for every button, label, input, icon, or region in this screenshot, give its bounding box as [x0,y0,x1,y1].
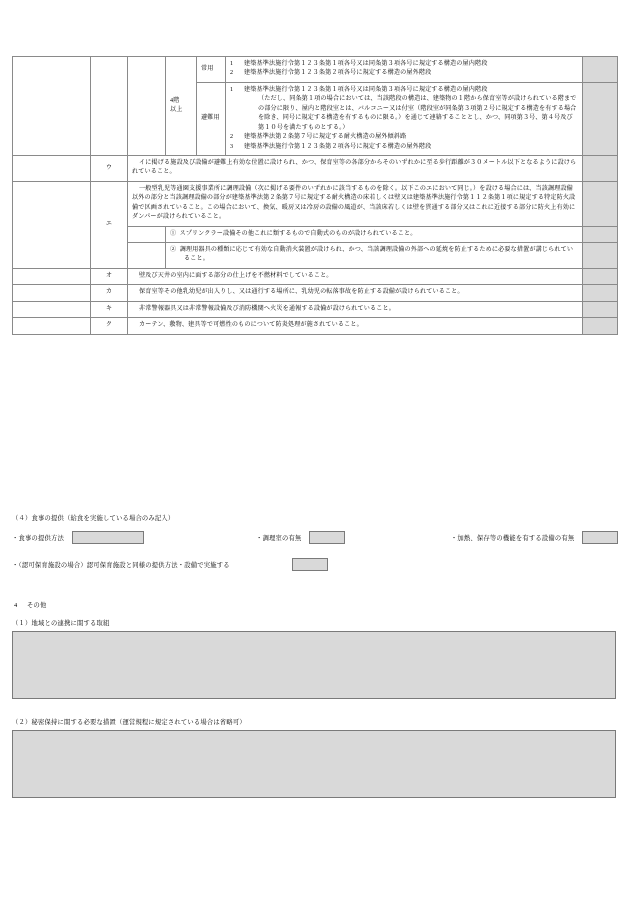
checkbox-cell-sub-1[interactable] [583,226,618,242]
cell-blank-left [13,318,91,334]
list-item [230,143,578,152]
floor-label-line1: 4階 [170,97,180,104]
cell-floor-label [166,57,197,156]
confidentiality-heading: （２）秘密保持に関する必要な措置（運営規程に規定されている場合は省略可） [12,719,246,726]
item-text: 建築基準法第２条第７号に規定する耐火構造の屋外傾斜路 [244,134,407,141]
cell-sub-blank [128,243,166,269]
equipment-presence-label: ・加熱、保存等の機能を有する設備の有無 [450,535,575,542]
other-section [12,600,618,816]
community-cooperation-heading: （１）地域との連携に関する取組 [12,620,110,627]
cell-blank-left [13,268,91,284]
list-item [230,86,578,133]
requirement-text: カーテン、敷物、建具等で可燃性のものについて防炎処理が施されていること。 [139,322,363,329]
checkbox-cell-ka[interactable] [583,285,618,301]
sub-item-marker: ① [170,230,177,237]
row-marker-ku: ク [91,318,128,334]
item-note: （ただし、同条第１項の場合においては、当該階段の構造は、建築物の１階から保育室等が設けられている階までの部分に限り、屋内と階段室とは、バルコニー又は付室（階段室が同条第３項第２号に規定する構造を有する場合を除き、同号に規定する構造を有するものに限る。）を通じて連絡することとし、かつ、同項第３号、第４号及び第１０号を満たすものとする。） [258,96,577,131]
list-item [230,69,578,78]
equipment-presence-input[interactable] [582,531,618,544]
cell-blank-left [13,181,91,268]
checkbox-cell-u[interactable] [583,155,618,181]
requirements-table [12,56,618,335]
meal-provision-section [12,513,618,582]
item-number: 2 [230,134,234,141]
kitchen-presence-label: ・調理室の有無 [255,535,302,542]
cell-sub-blank [128,226,166,242]
row-marker-o: オ [91,268,128,284]
meal-row-authorized [12,558,618,571]
authorized-facility-input[interactable] [292,558,328,571]
table-row [13,285,618,301]
other-section-heading [12,600,618,609]
item-number: 1 [230,86,234,93]
table-row [13,301,618,317]
community-cooperation-textarea[interactable] [12,631,616,699]
row-marker-e: エ [91,181,128,268]
table-row [13,181,618,226]
cell-requirement-e [128,181,583,226]
requirement-text: 一般型乳児等通園支援事業所に調理設備（次に掲げる要件のいずれかに該当するものを除く。以下このエにおいて同じ。）を設ける場合には、当該調理設備以外の部分と当該調理設備の部分が建築基準法第２条第７号に規定する耐火構造の床若しくは壁又は建築基準法施行令第１１２条第１項に規定する特定防火設備で区画されていること。この場合において、換気、暖房又は冷房の設備の風道が、当該床若しくは壁を貫通する部分又はこれに近接する部分に防火上有効にダンパーが設けられていること。 [132,185,576,221]
item-number: 1 [230,61,234,67]
row-marker-ki: キ [91,301,128,317]
cell-use-normal: 常用 [197,57,226,83]
checkbox-cell-ki[interactable] [583,301,618,317]
authorized-facility-label: ・（認可保育施設の場合）認可保育施設と同様の提供方法・設備で実施する [12,562,230,569]
meal-method-label: ・食事の提供方法 [12,535,64,542]
cell-sub-item-2 [166,243,583,269]
list-item [230,133,578,142]
kitchen-presence-input[interactable] [309,531,345,544]
cell-blank-left [13,301,91,317]
cell-requirement-ki [128,301,583,317]
sub-item-marker: ② [170,247,177,253]
floor-label-line2: 以上 [170,106,183,113]
meal-row-primary [12,531,618,544]
cell-blank-left [13,57,91,156]
requirement-text: イに掲げる施設及び設備が避難上有効な位置に設けられ、かつ、保育室等の各部分からそのいずれかに至る歩行距離が３０メートル以下となるように設けられていること。 [132,159,577,176]
cell-blank-left [13,155,91,181]
cell-requirement-ka [128,285,583,301]
sub-item-text: 調理用器具の種類に応じて有効な自動消火装置が設けられ、かつ、当該調理設備の外部への延焼を防止するために必要な措置が講じられていること。 [179,247,574,263]
other-section-title: その他 [27,602,47,609]
table-row [13,155,618,181]
table-row [13,268,618,284]
sub-item-text: スプリンクラー設備その他これに類するもので自動式のものが設けられていること。 [179,230,417,237]
checkbox-cell-ku[interactable] [583,318,618,334]
cell-blank-left [13,285,91,301]
sub-item-1 [170,230,578,239]
table-row [13,57,618,83]
other-section-number: 4 [14,602,18,609]
checkbox-cell-evacuation[interactable] [583,82,618,155]
row-marker-ka: カ [91,285,128,301]
cell-requirement-o [128,268,583,284]
cell-sub-item-1 [166,226,583,242]
confidentiality-textarea[interactable] [12,730,616,798]
item-text: 建築基準法施行令第１２３条第１項各号又は同条第３項各号に規定する構造の屋内階段 [244,61,488,67]
cell-use-evacuation: 避難用 [197,82,226,155]
requirement-text: 壁及び天井の室内に面する部分の仕上げを不燃材料でしていること。 [139,272,333,279]
sub-item-2 [170,246,578,265]
cell-requirement-ku [128,318,583,334]
table-row [13,318,618,334]
checkbox-cell-sub-2[interactable] [583,243,618,269]
checkbox-cell-e[interactable] [583,181,618,226]
meal-method-input[interactable] [72,531,144,544]
item-number: 3 [230,143,234,150]
meal-section-heading: （４）食事の提供（給食を実施している場合のみ記入） [12,515,175,522]
checkbox-cell-o[interactable] [583,268,618,284]
item-number: 2 [230,70,234,77]
item-text: 建築基準法施行令第１２３条第１項各号又は同条第３項各号に規定する構造の屋内階段 [244,86,488,93]
item-text: 建築基準法施行令第１２３条第２項各号に規定する構造の屋外階段 [244,70,432,77]
cell-requirement-u [128,155,583,181]
cell-normal-items [226,57,583,83]
checkbox-cell-normal[interactable] [583,57,618,83]
list-item [230,60,578,69]
cell-sub-blank [128,57,166,156]
requirement-text: 非常警報器具又は非常警報設備及び消防機関へ火災を通報する設備が設けられていること。 [139,305,395,312]
row-marker-u: ウ [91,155,128,181]
cell-kana-blank [91,57,128,156]
requirement-text: 保育室等その他乳幼児が出入りし、又は通行する場所に、乳幼児の転落事故を防止する設備が設けられていること。 [139,289,464,296]
cell-evacuation-items [226,82,583,155]
item-text: 建築基準法施行令第１２３条第２項各号に規定する構造の屋外階段 [244,143,432,150]
